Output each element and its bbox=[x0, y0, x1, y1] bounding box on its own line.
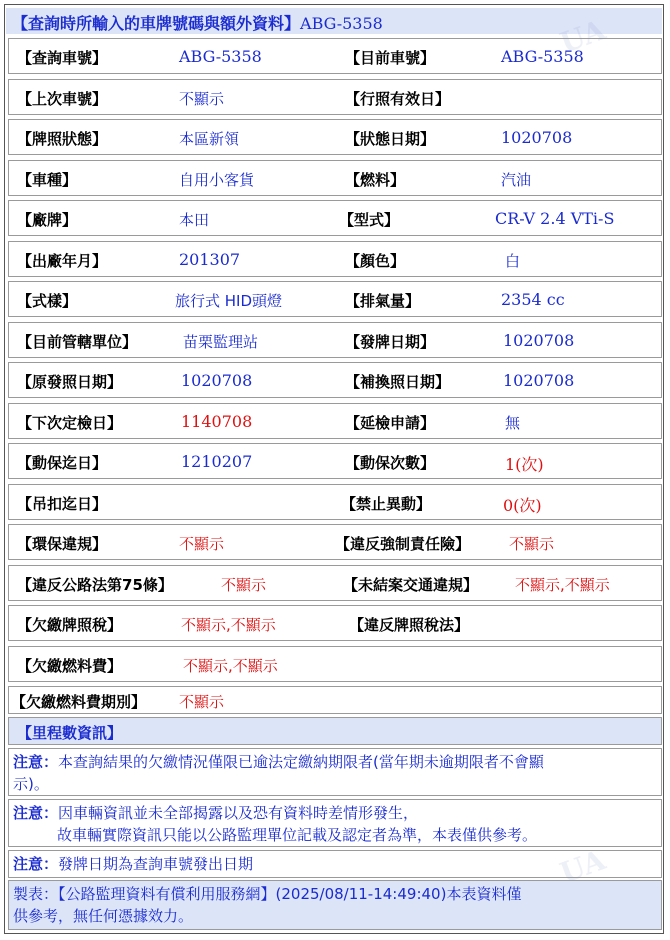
value-replacement-date: 1020708 bbox=[503, 371, 575, 390]
label-unpaid-license-tax: 【欠繳牌照稅】 bbox=[17, 616, 123, 634]
row-style bbox=[8, 281, 662, 317]
note-text: 本查詢結果的欠繳情況僅限已逾法定繳納期限者(當年期未逾期限者不會顯 bbox=[58, 753, 544, 771]
note-issue-date bbox=[8, 850, 662, 878]
row-next-inspection bbox=[8, 403, 662, 439]
value-original-issue-date: 1020708 bbox=[181, 371, 253, 390]
value-displacement: 2354 cc bbox=[501, 290, 565, 309]
label-replacement-date: 【補換照日期】 bbox=[345, 373, 451, 391]
row-previous-plate bbox=[8, 79, 662, 115]
value-highway-act-violation: 不顯示 bbox=[221, 576, 267, 594]
label-lien-count: 【動保次數】 bbox=[345, 454, 436, 472]
label-environmental-violation: 【環保違規】 bbox=[17, 535, 108, 553]
label-suspension-end-date: 【吊扣迄日】 bbox=[17, 495, 108, 513]
value-brand: 本田 bbox=[179, 211, 210, 229]
label-color: 【顏色】 bbox=[345, 252, 406, 270]
row-manufacture-date bbox=[8, 241, 662, 277]
value-current-plate: ABG-5358 bbox=[501, 47, 584, 66]
value-unpaid-license-tax: 不顯示,不顯示 bbox=[181, 616, 276, 634]
value-inspection-extension: 無 bbox=[505, 414, 521, 432]
value-model: CR-V 2.4 VTi-S bbox=[495, 209, 615, 228]
label-lien-end-date: 【動保迄日】 bbox=[17, 454, 108, 472]
label-fuel: 【燃料】 bbox=[345, 171, 406, 189]
value-fuel: 汽油 bbox=[501, 171, 532, 189]
label-highway-act-violation: 【違反公路法第75條】 bbox=[17, 576, 173, 594]
row-suspension-end-date bbox=[8, 484, 662, 520]
value-issue-date: 1020708 bbox=[503, 331, 575, 350]
row-plate-status bbox=[8, 119, 662, 155]
value-vehicle-type: 自用小客貨 bbox=[179, 171, 255, 189]
footer-line-1: 製表：【公路監理資料有償利用服務網】(2025/08/11-14:49:40)本表資料僅 bbox=[13, 885, 522, 903]
row-jurisdiction bbox=[8, 322, 662, 358]
label-transfer-prohibited: 【禁止異動】 bbox=[341, 495, 432, 513]
value-unpaid-fuel-fee: 不顯示,不顯示 bbox=[183, 657, 278, 675]
label-manufacture-date: 【出廠年月】 bbox=[17, 252, 108, 270]
value-open-traffic-violations: 不顯示,不顯示 bbox=[515, 576, 610, 594]
row-unpaid-license-tax bbox=[8, 605, 662, 641]
row-original-issue-date bbox=[8, 362, 662, 398]
note-prefix: 注意： bbox=[13, 753, 59, 771]
label-displacement: 【排氣量】 bbox=[345, 292, 421, 310]
label-vehicle-type: 【車種】 bbox=[17, 171, 78, 189]
query-title-plate: ABG-5358 bbox=[300, 14, 383, 33]
note-unpaid-scope bbox=[8, 748, 662, 796]
row-vehicle-type bbox=[8, 160, 662, 196]
label-query-plate: 【查詢車號】 bbox=[17, 49, 108, 67]
note-text-continued: 示)。 bbox=[13, 775, 49, 793]
note-text: 發牌日期為查詢車號發出日期 bbox=[58, 855, 254, 873]
label-inspection-extension: 【延檢申請】 bbox=[345, 414, 436, 432]
query-title-label: 【查詢時所輸入的車牌號碼與額外資料】 bbox=[12, 14, 301, 33]
note-prefix: 注意： bbox=[13, 804, 59, 822]
row-unpaid-fuel-fee-period bbox=[8, 686, 662, 714]
value-lien-end-date: 1210207 bbox=[181, 452, 253, 471]
value-plate-status: 本區新領 bbox=[179, 130, 240, 148]
label-issue-date: 【發牌日期】 bbox=[345, 333, 436, 351]
value-style: 旅行式 HID頭燈 bbox=[175, 292, 283, 310]
note-prefix: 注意： bbox=[13, 855, 59, 873]
label-unpaid-fuel-fee-period: 【欠繳燃料費期別】 bbox=[11, 693, 147, 711]
label-status-date: 【狀態日期】 bbox=[345, 130, 436, 148]
label-license-tax-violation: 【違反牌照稅法】 bbox=[349, 616, 470, 634]
label-model: 【型式】 bbox=[339, 211, 400, 229]
query-title-bar bbox=[6, 8, 662, 34]
label-current-plate: 【目前車號】 bbox=[345, 49, 436, 67]
value-color: 白 bbox=[505, 252, 521, 270]
row-brand bbox=[8, 200, 662, 236]
value-previous-plate: 不顯示 bbox=[179, 90, 225, 108]
row-unpaid-fuel-fee bbox=[8, 646, 662, 682]
value-jurisdiction: 苗栗監理站 bbox=[183, 333, 259, 351]
label-original-issue-date: 【原發照日期】 bbox=[17, 373, 123, 391]
footer-line-2: 供參考，無任何憑據效力。 bbox=[13, 907, 194, 925]
row-highway-act-violation bbox=[8, 565, 662, 601]
value-manufacture-date: 201307 bbox=[179, 250, 241, 269]
value-lien-count: 1(次) bbox=[505, 455, 544, 474]
row-lien-end-date bbox=[8, 443, 662, 479]
value-environmental-violation: 不顯示 bbox=[179, 535, 225, 553]
label-license-valid-date: 【行照有效日】 bbox=[345, 90, 451, 108]
note-text: 因車輛資訊並未全部揭露以及恐有資料時差情形發生， bbox=[58, 804, 419, 822]
note-disclaimer bbox=[8, 799, 662, 847]
query-title bbox=[12, 11, 383, 34]
value-next-inspection: 1140708 bbox=[181, 412, 253, 431]
row-environmental-violation bbox=[8, 524, 662, 560]
footer-attribution bbox=[8, 880, 662, 930]
label-style: 【式樣】 bbox=[17, 292, 78, 310]
value-unpaid-fuel-fee-period: 不顯示 bbox=[179, 693, 225, 711]
label-open-traffic-violations: 【未結案交通違規】 bbox=[343, 576, 479, 594]
value-transfer-prohibited: 0(次) bbox=[503, 496, 542, 515]
label-jurisdiction: 【目前管轄單位】 bbox=[17, 333, 138, 351]
label-plate-status: 【牌照狀態】 bbox=[17, 130, 108, 148]
label-unpaid-fuel-fee: 【欠繳燃料費】 bbox=[17, 657, 123, 675]
mileage-section-header bbox=[8, 717, 662, 745]
mileage-header-label: 【里程數資訊】 bbox=[17, 724, 123, 742]
label-previous-plate: 【上次車號】 bbox=[17, 90, 108, 108]
value-insurance-violation: 不顯示 bbox=[509, 535, 555, 553]
value-status-date: 1020708 bbox=[501, 128, 573, 147]
label-brand: 【廠牌】 bbox=[17, 211, 78, 229]
label-insurance-violation: 【違反強制責任險】 bbox=[335, 535, 471, 553]
value-query-plate: ABG-5358 bbox=[179, 47, 262, 66]
row-query-plate bbox=[8, 38, 662, 74]
label-next-inspection: 【下次定檢日】 bbox=[17, 414, 123, 432]
note-text-continued: 故車輛實際資訊只能以公路監理單位記載及認定者為準，本表僅供參考。 bbox=[57, 826, 538, 844]
